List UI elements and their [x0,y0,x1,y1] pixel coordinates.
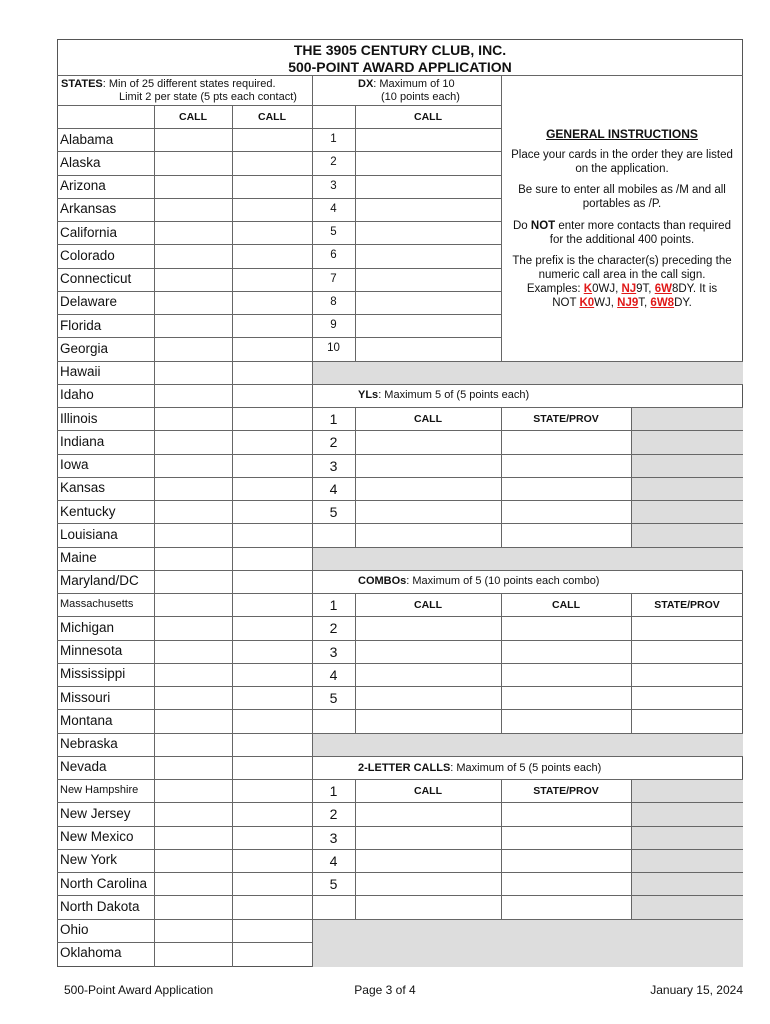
p4-text: The prefix is the character(s) preceding the numeric call area in the call sign. [512,255,732,281]
two-letter-col1: CALL [414,785,442,797]
state-name: Iowa [60,457,89,472]
yls-col-line [355,407,356,547]
state-name: Hawaii [60,364,101,379]
instructions-p4 [505,254,739,310]
state-name: New Mexico [60,829,134,844]
states-row-line [57,616,312,617]
yls-number: 3 [329,457,338,474]
combos-number: 5 [329,690,338,706]
two-letter-col-line [501,779,502,919]
dx-number: 3 [330,179,337,192]
yls-col-line [501,407,502,547]
combos-row-line [312,686,743,687]
combos-col-line [355,593,356,733]
states-row-line [57,756,312,757]
state-name: Alaska [60,154,101,170]
combos-row-line [312,593,743,594]
dx-row-line [312,337,501,338]
dx-number: 9 [330,319,337,331]
dx-header-divider [312,105,501,106]
combos-desc: : Maximum of 5 (10 points each combo) [406,575,600,587]
combos-top-line [312,570,743,571]
state-name: Maine [60,550,97,565]
dx-number: 7 [330,272,337,285]
state-name: Alabama [60,131,114,147]
instructions-title: GENERAL INSTRUCTIONS [546,127,698,141]
ex2-rest: 9T, [636,283,655,295]
dx-label: DX [358,78,374,90]
yls-number: 5 [329,504,338,520]
footer-center: Page 3 of 4 [354,983,416,997]
states-row-line [57,500,312,501]
yls-number: 2 [329,434,338,451]
states-col-line [232,105,233,967]
combos-col-line [501,593,502,733]
yls-desc: : Maximum 5 of (5 points each) [378,389,530,401]
dx-number: 1 [330,133,337,145]
two-letter-label: 2-LETTER CALLS [358,762,451,774]
states-desc1: : Min of 25 different states required. [102,78,276,90]
yls-row-line [312,523,743,524]
states-row-line [57,802,312,803]
states-row-line [57,849,312,850]
states-row-line [57,663,312,664]
n3-rest: DY. [674,297,692,309]
states-row-line [57,477,312,478]
two-letter-row-line [312,802,743,803]
states-row-line [57,593,312,594]
dx-number: 5 [330,226,337,238]
states-row-line [57,384,312,385]
dx-desc1: : Maximum of 10 [373,78,455,90]
states-row-line [57,151,312,152]
dx-row-line [312,128,501,129]
instructions-bottom-line [501,361,743,362]
two-letter-end-shade [313,920,743,967]
yls-row-line [312,407,743,408]
instructions-p2: Be sure to enter all mobiles as /M and all portables as /P. [518,184,726,210]
dx-num-line [355,105,356,361]
two-letter-row-line [312,849,743,850]
state-name: Minnesota [60,643,123,658]
state-name: New York [60,852,118,868]
states-row-line [57,523,312,524]
n2-rest: T, [638,297,651,309]
two-letter-desc: : Maximum of 5 (5 points each) [450,762,602,774]
combos-row-line [312,616,743,617]
dx-row-line [312,175,501,176]
states-row-line [57,919,312,920]
dx-desc2: (10 points each) [381,91,460,103]
states-header [61,79,276,90]
states-label: STATES [61,78,103,90]
dx-end-shade [313,362,743,384]
two-letter-number: 5 [329,876,338,892]
state-name: Delaware [60,294,118,310]
two-letter-bottom-line [312,919,743,920]
states-row-line [57,128,312,129]
states-row-line [57,895,312,896]
p3-bold: NOT [530,220,556,232]
state-name: Mississippi [60,666,126,682]
states-row-line [57,872,312,873]
title-divider [57,75,743,76]
states-row-line [57,221,312,222]
combos-number: 4 [329,666,338,683]
state-name: Nebraska [60,736,118,751]
states-row-line [57,733,312,734]
state-name: New Jersey [60,805,131,821]
n1-rest: WJ, [594,297,618,309]
combos-end-shade [313,734,743,756]
two-letter-row-line [312,872,743,873]
dx-number: 10 [327,342,340,355]
combos-row-line [312,709,743,710]
states-row-line [57,454,312,455]
ex2-red: NJ [621,283,637,295]
state-name: Missouri [60,689,111,705]
states-row-line [57,547,312,548]
dx-header [358,79,455,90]
combos-header [358,576,599,587]
footer-left: 500-Point Award Application [64,983,214,997]
two-letter-number: 4 [329,852,338,869]
yls-row-line [312,500,743,501]
footer-right: January 15, 2024 [650,983,743,997]
application-form [57,39,743,967]
two-letter-row-line [312,895,743,896]
state-name: Kansas [60,480,106,496]
states-row-line [57,175,312,176]
states-row-line [57,198,312,199]
states-row-line [57,268,312,269]
state-name: North Carolina [60,875,148,891]
yls-number: 4 [329,480,338,497]
states-col1-header: CALL [179,111,207,123]
states-desc2: Limit 2 per state (5 pts each contact) [119,91,297,103]
state-name: Illinois [60,410,98,426]
dx-col-header: CALL [414,111,442,123]
state-name: Georgia [60,340,109,356]
ex1-red: K [583,283,593,295]
yls-number: 1 [329,411,338,427]
dx-row-line [312,291,501,292]
state-name: Massachusetts [60,598,134,610]
state-name: Maryland/DC [60,573,139,589]
ex1-rest: 0WJ, [592,283,622,295]
states-row-line [57,291,312,292]
combos-number: 2 [329,620,338,637]
state-name: North Dakota [60,898,140,914]
state-name: Kentucky [60,503,116,519]
yls-row-line [312,430,743,431]
dx-row-line [312,221,501,222]
states-col2-header: CALL [258,111,286,123]
two-letter-row-line [312,826,743,827]
ex3-red: 6W [654,283,672,295]
state-name: Florida [60,317,102,333]
states-row-line [57,640,312,641]
yls-header [358,390,529,401]
two-letter-header [358,763,601,774]
states-row-line [57,314,312,315]
n1-red: K0 [579,297,595,309]
yls-col-line [631,407,632,547]
combos-col3: STATE/PROV [654,599,720,611]
state-name: Arkansas [60,201,117,217]
state-name: Oklahoma [60,945,122,961]
yls-row-line [312,477,743,478]
dx-number: 2 [330,156,337,169]
yls-row-line [312,454,743,455]
state-name: Ohio [60,922,89,937]
combos-number: 1 [329,597,338,613]
yls-col2: STATE/PROV [533,413,599,425]
combos-col2: CALL [552,599,580,611]
state-name: Nevada [60,759,107,775]
two-letter-top-line [312,756,743,757]
not-label: NOT [552,297,580,309]
states-row-line [57,570,312,571]
yls-end-shade [313,548,743,570]
two-letter-number: 3 [329,829,338,846]
states-col-line [154,105,155,967]
state-name: Indiana [60,433,105,449]
states-row-line [57,337,312,338]
dx-row-line [312,314,501,315]
dx-row-line [312,361,501,362]
combos-row-line [312,733,743,734]
two-letter-col-line [355,779,356,919]
state-name: Louisiana [60,526,118,542]
form-title-line2: 500-POINT AWARD APPLICATION [288,59,512,75]
yls-label: YLs [358,389,379,401]
dx-number: 8 [330,295,337,308]
yls-row-line [312,547,743,548]
p3-pre: Do [513,220,531,232]
states-header-divider [57,105,312,106]
two-letter-number: 2 [329,806,338,823]
states-row-line [57,407,312,408]
two-letter-row-line [312,779,743,780]
state-name: Colorado [60,247,115,263]
state-name: Michigan [60,619,115,635]
combos-number: 3 [329,643,338,660]
combos-row-line [312,640,743,641]
combos-col-line [631,593,632,733]
two-letter-col-line [631,779,632,919]
state-name: New Hampshire [60,784,139,796]
dx-row-line [312,151,501,152]
states-row-line [57,942,312,943]
states-row-line [57,779,312,780]
form-title-line1: THE 3905 CENTURY CLUB, INC. [293,42,507,58]
two-letter-col2: STATE/PROV [533,785,599,797]
n2-red: NJ9 [617,297,639,309]
ex3-rest: 8DY. It is [671,283,718,295]
state-name: Connecticut [60,271,132,286]
states-row-line [57,709,312,710]
dx-row-line [312,244,501,245]
instructions-left-line [501,75,502,361]
yls-col1: CALL [414,413,442,425]
states-row-line [57,826,312,827]
dx-row-line [312,268,501,269]
states-row-line [57,244,312,245]
dx-number: 4 [330,202,337,215]
dx-number: 6 [330,249,337,262]
state-name: Arizona [60,178,106,193]
states-row-line [57,686,312,687]
p3-post: enter more contacts than required for the additional 400 points. [549,220,731,246]
instructions-p3 [509,219,735,247]
state-name: Idaho [60,387,94,403]
combos-col1: CALL [414,599,442,611]
instructions-p1: Place your cards in the order they are listed on the application. [511,149,733,175]
ex-label: Examples: [526,283,584,295]
two-letter-number: 1 [329,783,338,799]
states-row-line [57,361,312,362]
combos-row-line [312,663,743,664]
state-name: Montana [60,712,113,728]
states-row-line [57,430,312,431]
yls-top-line [312,384,743,385]
state-name: California [60,224,118,240]
combos-label: COMBOs [358,575,407,587]
n3-red: 6W8 [650,297,675,309]
dx-row-line [312,198,501,199]
